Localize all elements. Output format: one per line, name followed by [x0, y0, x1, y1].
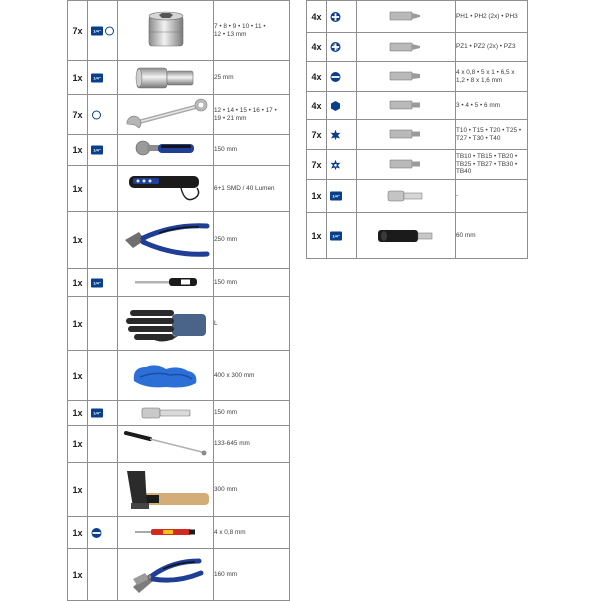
table-row: 1x 1/4" 150 mm [68, 269, 290, 297]
hex-bit-icon [386, 98, 426, 112]
voltage-tester-icon [131, 526, 201, 538]
table-row: 7x 12 • 14 • 15 • 16 • 17 • 19 • 21 mm [68, 95, 290, 135]
table-row: 1x 1/4" 60 mm [307, 213, 528, 259]
led-flashlight-icon [123, 172, 209, 206]
quarter-inch-drive-icon: 1/4" [91, 26, 103, 35]
table-row: 1x 1/4" - [307, 180, 528, 213]
table-row: 1x 400 x 300 mm [68, 351, 290, 401]
quarter-inch-drive-icon: 1/4" [91, 146, 103, 155]
torx-type-icon [330, 129, 341, 140]
pozidriv-bit-icon [386, 40, 426, 54]
quantity-label: 4x [307, 1, 327, 33]
quantity-label: 1x [68, 351, 88, 401]
slotted-type-icon [91, 527, 102, 538]
slotted-bit-icon [386, 69, 426, 83]
right-parts-table [306, 0, 528, 259]
quantity-label: 1x [68, 517, 88, 549]
quantity-label: 7x [307, 120, 327, 150]
quantity-label: 1x [68, 549, 88, 601]
table-row: 1x 133-645 mm [68, 426, 290, 463]
slotted-type-icon [330, 71, 341, 82]
ring-spanner-icon [92, 110, 101, 119]
torx-security-bit-icon [386, 157, 426, 171]
left-parts-table [67, 0, 290, 601]
quantity-label: 4x [307, 33, 327, 62]
table-row: 4x 3 • 4 • 5 • 6 mm [307, 92, 528, 120]
quantity-label: 1x [68, 463, 88, 517]
quantity-label: 4x [307, 92, 327, 120]
telescopic-magnet-icon [120, 429, 212, 459]
bit-screwdriver-icon [131, 275, 201, 289]
work-glove-icon [120, 302, 212, 346]
quantity-label: 4x [307, 62, 327, 92]
pozidriv-type-icon [330, 42, 341, 53]
quantity-label: 1x [68, 166, 88, 212]
quantity-label: 1x [307, 180, 327, 213]
socket-type-icon [105, 26, 114, 35]
quick-release-bit-holder-icon [374, 225, 438, 247]
quantity-label: 1x [307, 213, 327, 259]
table-row: 1x 4 x 0,8 mm [68, 517, 290, 549]
hex-type-icon [330, 100, 341, 111]
quantity-label: 7x [68, 1, 88, 61]
ratchet-icon [131, 139, 201, 161]
extension-bar-icon [131, 65, 201, 91]
table-row: 1x 160 mm [68, 549, 290, 601]
table-row: 1x 1/4" 150 mm [68, 135, 290, 166]
quarter-inch-drive-icon: 1/4" [330, 231, 342, 240]
table-row: 1x 1/4" 150 mm [68, 401, 290, 426]
torx-bit-icon [386, 127, 426, 141]
hammer-icon [119, 467, 213, 513]
quantity-label: 1x [68, 61, 88, 95]
table-row: 1x 300 mm [68, 463, 290, 517]
table-row: 1x L [68, 297, 290, 351]
microfiber-cloth-icon [126, 359, 206, 393]
table-row: 4x PZ1 • PZ2 (2x) • PZ3 [307, 33, 528, 62]
quarter-inch-drive-icon: 1/4" [330, 192, 342, 201]
quarter-inch-drive-icon: 1/4" [91, 409, 103, 418]
quarter-inch-drive-icon: 1/4" [91, 73, 103, 82]
quantity-label: 1x [68, 135, 88, 166]
quantity-label: 1x [68, 401, 88, 426]
quantity-label: 7x [307, 150, 327, 180]
water-pump-pliers-icon [119, 218, 213, 262]
table-row: 1x 6+1 SMD / 40 Lumen [68, 166, 290, 212]
table-row: 4x 4 x 0,8 • 5 x 1 • 6,5 x 1,2 • 8 x 1,6 mm [307, 62, 528, 92]
table-row: 1x 1/4" 25 mm [68, 61, 290, 95]
quarter-inch-drive-icon: 1/4" [91, 278, 103, 287]
combination-wrench-icon [121, 98, 211, 132]
phillips-type-icon [330, 11, 341, 22]
quantity-label: 1x [68, 212, 88, 269]
quantity-label: 1x [68, 426, 88, 463]
quantity-label: 1x [68, 297, 88, 351]
bit-adapter-icon [384, 188, 428, 204]
quantity-label: 1x [68, 269, 88, 297]
table-row: 7x TB10 • TB15 • TB20 • TB25 • TB27 • TB30 • TB40 [307, 150, 528, 180]
table-row: 7x 1/4" 7 • 8 • 9 • 10 • 11 • 12 • 13 mm [68, 1, 290, 61]
combination-pliers-icon [123, 553, 209, 597]
table-row: 4x PH1 • PH2 (2x) • PH3 [307, 1, 528, 33]
socket-icon [141, 10, 191, 52]
bit-holder-extension-icon [136, 405, 196, 421]
phillips-bit-icon [386, 9, 426, 23]
quantity-label: 7x [68, 95, 88, 135]
torx-security-type-icon [330, 159, 341, 170]
table-row: 1x 250 mm [68, 212, 290, 269]
table-row: 7x T10 • T15 • T20 • T25 • T27 • T30 • T40 [307, 120, 528, 150]
